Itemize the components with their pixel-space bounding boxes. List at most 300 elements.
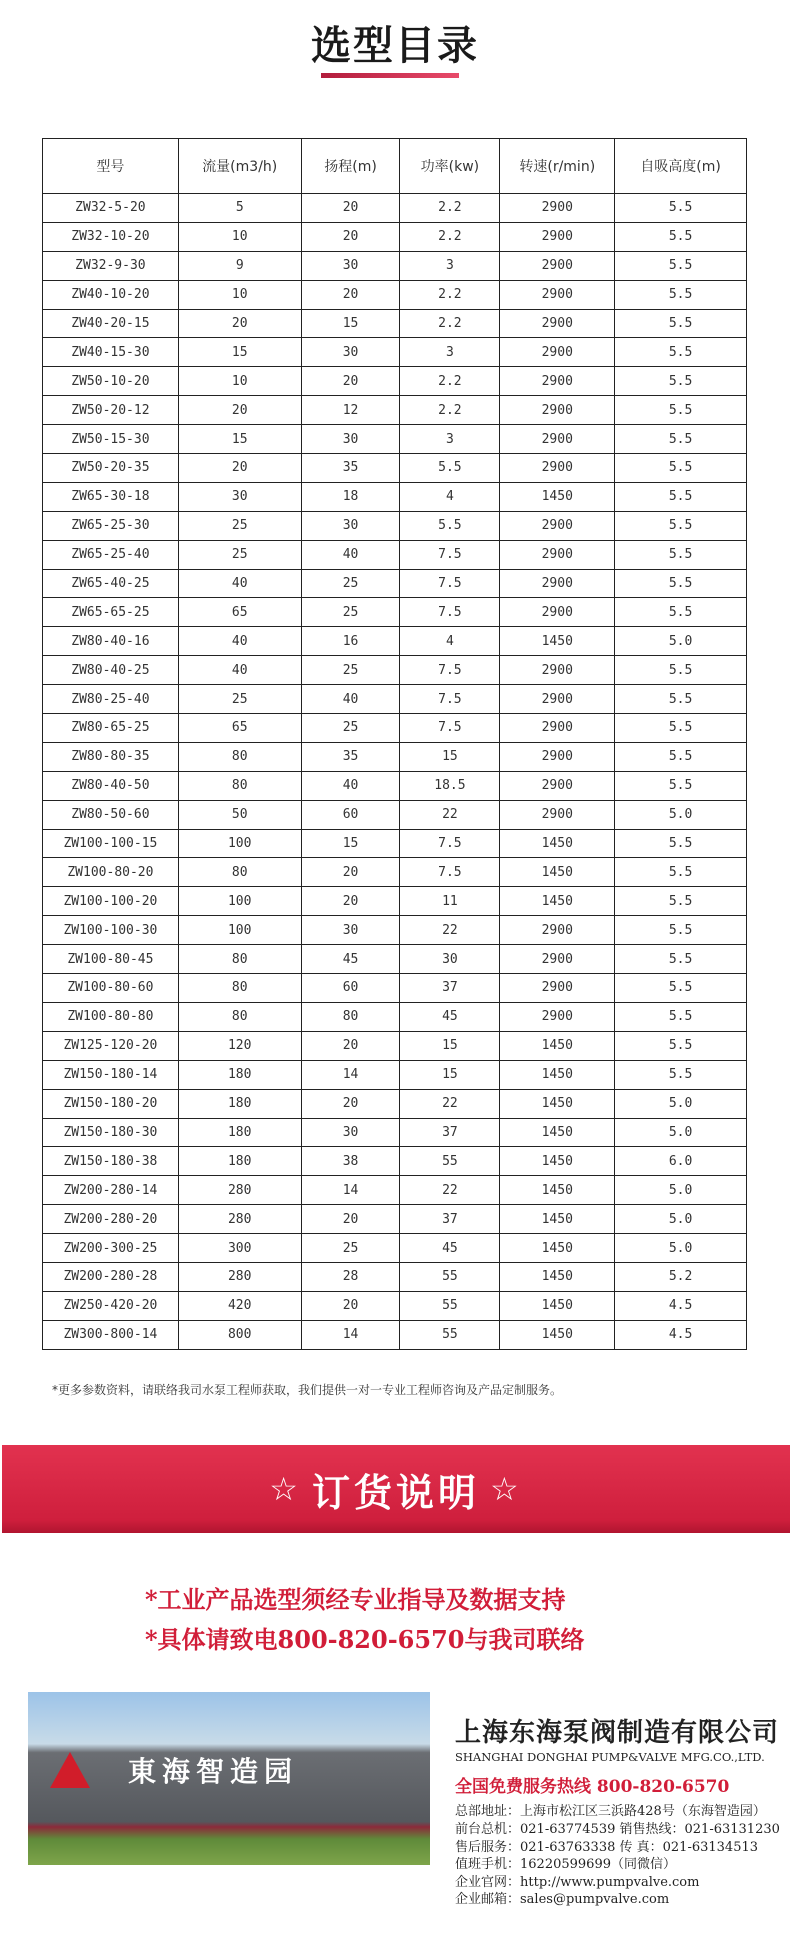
table-cell: 2900 xyxy=(500,1002,615,1031)
table-cell: ZW250-420-20 xyxy=(43,1291,179,1320)
table-cell: ZW40-20-15 xyxy=(43,309,179,338)
table-cell: ZW65-25-30 xyxy=(43,511,179,540)
table-cell: 35 xyxy=(301,742,400,771)
table-cell: 280 xyxy=(178,1205,301,1234)
table-cell: 40 xyxy=(178,569,301,598)
table-cell: 5.5 xyxy=(615,309,747,338)
table-cell: 280 xyxy=(178,1262,301,1291)
table-row xyxy=(43,251,747,280)
table-cell: 37 xyxy=(400,1205,500,1234)
table-cell: 30 xyxy=(301,916,400,945)
column-header: 转速(r/min) xyxy=(500,139,615,194)
table-row xyxy=(43,916,747,945)
table-cell: 4.5 xyxy=(615,1291,747,1320)
table-cell: 5.5 xyxy=(615,338,747,367)
table-cell: 11 xyxy=(400,887,500,916)
table-cell: 80 xyxy=(178,945,301,974)
table-cell: 5.5 xyxy=(400,511,500,540)
table-cell: ZW32-9-30 xyxy=(43,251,179,280)
table-cell: 3 xyxy=(400,251,500,280)
table-cell: 80 xyxy=(178,742,301,771)
table-cell: 800 xyxy=(178,1320,301,1349)
table-cell: 16 xyxy=(301,627,400,656)
factory-photo xyxy=(28,1692,430,1865)
table-row xyxy=(43,222,747,251)
table-cell: 45 xyxy=(301,945,400,974)
table-cell: 180 xyxy=(178,1089,301,1118)
table-cell: 50 xyxy=(178,800,301,829)
table-cell: 20 xyxy=(301,1031,400,1060)
table-cell: 22 xyxy=(400,1089,500,1118)
table-cell: 7.5 xyxy=(400,858,500,887)
table-cell: 1450 xyxy=(500,858,615,887)
table-cell: 25 xyxy=(301,656,400,685)
company-name-en: SHANGHAI DONGHAI PUMP&VALVE MFG.CO.,LTD. xyxy=(455,1750,765,1764)
table-row xyxy=(43,887,747,916)
table-cell: 40 xyxy=(301,685,400,714)
table-cell: 5.5 xyxy=(615,482,747,511)
table-cell: 2900 xyxy=(500,714,615,743)
table-row xyxy=(43,974,747,1003)
contact-phone: 前台总机：021-63774539 销售热线：021-63131230 xyxy=(455,1822,780,1837)
table-cell: 40 xyxy=(301,540,400,569)
table-cell: 20 xyxy=(178,309,301,338)
table-cell: 2900 xyxy=(500,656,615,685)
table-cell: 300 xyxy=(178,1234,301,1263)
table-cell: 2900 xyxy=(500,511,615,540)
column-header: 功率(kw) xyxy=(400,139,500,194)
table-cell: 5.5 xyxy=(615,367,747,396)
contact-service: 售后服务：021-63763338 传 真：021-63134513 xyxy=(455,1840,759,1855)
table-cell: 65 xyxy=(178,714,301,743)
table-cell: 10 xyxy=(178,280,301,309)
contact-email[interactable]: 企业邮箱：sales@pumpvalve.com xyxy=(455,1892,670,1907)
table-cell: 30 xyxy=(178,482,301,511)
table-cell: 1450 xyxy=(500,482,615,511)
table-cell: 14 xyxy=(301,1320,400,1349)
table-cell: 2.2 xyxy=(400,222,500,251)
table-cell: 5.5 xyxy=(615,540,747,569)
table-cell: 1450 xyxy=(500,1060,615,1089)
table-row xyxy=(43,1060,747,1089)
table-cell: 5.0 xyxy=(615,800,747,829)
table-cell: 5.0 xyxy=(615,1205,747,1234)
table-cell: 2900 xyxy=(500,396,615,425)
table-cell: ZW100-80-45 xyxy=(43,945,179,974)
table-cell: 100 xyxy=(178,916,301,945)
table-cell: 20 xyxy=(178,454,301,483)
table-cell: 25 xyxy=(301,598,400,627)
order-banner xyxy=(2,1445,790,1533)
table-cell: 1450 xyxy=(500,1089,615,1118)
column-header: 型号 xyxy=(43,139,179,194)
table-cell: 7.5 xyxy=(400,829,500,858)
table-cell: ZW65-40-25 xyxy=(43,569,179,598)
table-cell: ZW32-10-20 xyxy=(43,222,179,251)
table-cell: 1450 xyxy=(500,1118,615,1147)
title-underline xyxy=(321,73,459,78)
table-cell: ZW80-40-25 xyxy=(43,656,179,685)
table-cell: 5.5 xyxy=(615,511,747,540)
table-cell: ZW65-30-18 xyxy=(43,482,179,511)
table-cell: 55 xyxy=(400,1262,500,1291)
table-row xyxy=(43,1031,747,1060)
table-row xyxy=(43,482,747,511)
table-cell: ZW50-20-12 xyxy=(43,396,179,425)
table-cell: 5.5 xyxy=(615,887,747,916)
table-cell: 2900 xyxy=(500,540,615,569)
order-title: 订货说明 xyxy=(311,1470,480,1515)
table-cell: 80 xyxy=(178,1002,301,1031)
table-cell: 6.0 xyxy=(615,1147,747,1176)
table-cell: 5.5 xyxy=(615,1002,747,1031)
table-cell: 20 xyxy=(301,222,400,251)
table-cell: 18.5 xyxy=(400,771,500,800)
table-cell: 2900 xyxy=(500,569,615,598)
table-cell: 20 xyxy=(301,1089,400,1118)
table-row xyxy=(43,627,747,656)
table-row xyxy=(43,1147,747,1176)
selection-table xyxy=(42,138,747,1350)
table-cell: 40 xyxy=(301,771,400,800)
table-cell: 1450 xyxy=(500,1262,615,1291)
table-cell: 15 xyxy=(400,1060,500,1089)
table-row xyxy=(43,1118,747,1147)
table-row xyxy=(43,338,747,367)
table-cell: ZW100-80-80 xyxy=(43,1002,179,1031)
table-cell: 55 xyxy=(400,1291,500,1320)
table-cell: 180 xyxy=(178,1118,301,1147)
table-cell: 20 xyxy=(301,280,400,309)
table-cell: ZW80-80-35 xyxy=(43,742,179,771)
table-row xyxy=(43,685,747,714)
table-cell: 5 xyxy=(178,194,301,223)
table-cell: 4.5 xyxy=(615,1320,747,1349)
table-row xyxy=(43,569,747,598)
table-cell: 22 xyxy=(400,800,500,829)
table-cell: 20 xyxy=(301,194,400,223)
contact-website[interactable]: 企业官网：http://www.pumpvalve.com xyxy=(455,1875,700,1890)
table-cell: ZW100-100-30 xyxy=(43,916,179,945)
table-cell: 1450 xyxy=(500,627,615,656)
table-cell: 5.5 xyxy=(615,280,747,309)
table-cell: 10 xyxy=(178,222,301,251)
table-cell: 38 xyxy=(301,1147,400,1176)
table-cell: 180 xyxy=(178,1147,301,1176)
table-cell: 2900 xyxy=(500,280,615,309)
table-cell: 4 xyxy=(400,482,500,511)
table-row xyxy=(43,396,747,425)
table-cell: 5.0 xyxy=(615,1089,747,1118)
table-cell: 1450 xyxy=(500,1234,615,1263)
table-cell: ZW200-280-28 xyxy=(43,1262,179,1291)
table-cell: ZW100-80-60 xyxy=(43,974,179,1003)
table-cell: 30 xyxy=(301,1118,400,1147)
table-cell: 30 xyxy=(400,945,500,974)
table-cell: 7.5 xyxy=(400,569,500,598)
table-cell: 5.5 xyxy=(615,945,747,974)
table-row xyxy=(43,1320,747,1349)
table-cell: 2900 xyxy=(500,771,615,800)
table-cell: 100 xyxy=(178,887,301,916)
page-title: 选型目录 xyxy=(311,23,479,69)
table-cell: 25 xyxy=(301,714,400,743)
table-cell: 35 xyxy=(301,454,400,483)
table-cell: 2900 xyxy=(500,742,615,771)
table-cell: 1450 xyxy=(500,887,615,916)
table-cell: 37 xyxy=(400,974,500,1003)
table-cell: 5.0 xyxy=(615,1176,747,1205)
table-cell: 7.5 xyxy=(400,656,500,685)
table-cell: ZW40-15-30 xyxy=(43,338,179,367)
table-cell: 5.0 xyxy=(615,1118,747,1147)
table-cell: 2900 xyxy=(500,367,615,396)
table-cell: 22 xyxy=(400,916,500,945)
table-row xyxy=(43,598,747,627)
table-cell: 15 xyxy=(178,338,301,367)
table-cell: 15 xyxy=(178,425,301,454)
table-cell: 5.5 xyxy=(615,656,747,685)
table-cell: 5.5 xyxy=(615,425,747,454)
table-row xyxy=(43,454,747,483)
table-cell: 5.5 xyxy=(615,251,747,280)
table-cell: 5.5 xyxy=(615,569,747,598)
company-logo-icon xyxy=(50,1752,90,1788)
table-cell: 80 xyxy=(178,858,301,887)
table-cell: 1450 xyxy=(500,1147,615,1176)
hotline: 全国免费服务热线 800-820-6570 xyxy=(455,1777,730,1797)
table-cell: 5.5 xyxy=(615,1060,747,1089)
table-cell: 7.5 xyxy=(400,540,500,569)
table-cell: 18 xyxy=(301,482,400,511)
table-cell: 25 xyxy=(178,685,301,714)
table-cell: 45 xyxy=(400,1002,500,1031)
table-cell: ZW150-180-30 xyxy=(43,1118,179,1147)
table-cell: ZW150-180-14 xyxy=(43,1060,179,1089)
table-cell: 60 xyxy=(301,974,400,1003)
table-cell: ZW200-280-14 xyxy=(43,1176,179,1205)
table-cell: 25 xyxy=(178,511,301,540)
table-cell: 5.0 xyxy=(615,1234,747,1263)
table-cell: 5.5 xyxy=(615,974,747,1003)
table-cell: ZW125-120-20 xyxy=(43,1031,179,1060)
table-cell: 2900 xyxy=(500,194,615,223)
table-row xyxy=(43,829,747,858)
table-cell: ZW100-100-20 xyxy=(43,887,179,916)
table-cell: 100 xyxy=(178,829,301,858)
table-cell: 4 xyxy=(400,627,500,656)
table-cell: 5.5 xyxy=(615,916,747,945)
table-cell: 7.5 xyxy=(400,685,500,714)
table-cell: 5.0 xyxy=(615,627,747,656)
table-row xyxy=(43,1262,747,1291)
table-row xyxy=(43,1002,747,1031)
table-cell: ZW50-15-30 xyxy=(43,425,179,454)
contact-mobile: 值班手机：16220599699（同微信） xyxy=(455,1857,676,1872)
table-row xyxy=(43,280,747,309)
table-cell: ZW80-25-40 xyxy=(43,685,179,714)
table-cell: 15 xyxy=(400,1031,500,1060)
table-cell: 55 xyxy=(400,1147,500,1176)
table-cell: 120 xyxy=(178,1031,301,1060)
table-cell: ZW200-280-20 xyxy=(43,1205,179,1234)
table-row xyxy=(43,800,747,829)
table-cell: 2.2 xyxy=(400,309,500,338)
star-icon: ☆ xyxy=(490,1470,523,1508)
table-cell: 20 xyxy=(301,1291,400,1320)
table-cell: 2900 xyxy=(500,338,615,367)
table-row xyxy=(43,1205,747,1234)
table-cell: ZW150-180-20 xyxy=(43,1089,179,1118)
table-cell: 5.5 xyxy=(400,454,500,483)
table-cell: 5.5 xyxy=(615,222,747,251)
table-cell: 5.5 xyxy=(615,685,747,714)
column-header: 扬程(m) xyxy=(301,139,400,194)
table-cell: 2900 xyxy=(500,916,615,945)
table-cell: 3 xyxy=(400,338,500,367)
table-row xyxy=(43,367,747,396)
table-cell: 1450 xyxy=(500,1291,615,1320)
order-line-1: *工业产品选型须经专业指导及数据支持 xyxy=(145,1585,566,1614)
factory-sign: 東海智造园 xyxy=(128,1755,299,1788)
table-cell: 12 xyxy=(301,396,400,425)
table-cell: 5.5 xyxy=(615,1031,747,1060)
footnote: *更多参数资料，请联络我司水泵工程师获取，我们提供一对一专业工程师咨询及产品定制服务。 xyxy=(52,1383,563,1397)
table-cell: 15 xyxy=(400,742,500,771)
table-cell: 40 xyxy=(178,627,301,656)
table-row xyxy=(43,1291,747,1320)
table-cell: 5.5 xyxy=(615,194,747,223)
table-cell: 2900 xyxy=(500,222,615,251)
table-cell: 25 xyxy=(178,540,301,569)
table-cell: 14 xyxy=(301,1060,400,1089)
table-cell: 10 xyxy=(178,367,301,396)
table-cell: 5.5 xyxy=(615,829,747,858)
table-cell: 1450 xyxy=(500,829,615,858)
table-cell: 5.5 xyxy=(615,454,747,483)
table-row xyxy=(43,945,747,974)
table-cell: 1450 xyxy=(500,1176,615,1205)
table-cell: 80 xyxy=(301,1002,400,1031)
table-cell: 14 xyxy=(301,1176,400,1205)
table-row xyxy=(43,858,747,887)
table-cell: 1450 xyxy=(500,1205,615,1234)
table-cell: 20 xyxy=(301,367,400,396)
table-cell: ZW150-180-38 xyxy=(43,1147,179,1176)
table-cell: 65 xyxy=(178,598,301,627)
table-cell: 30 xyxy=(301,338,400,367)
table-row xyxy=(43,714,747,743)
table-cell: ZW80-65-25 xyxy=(43,714,179,743)
table-cell: 60 xyxy=(301,800,400,829)
table-row xyxy=(43,540,747,569)
table-cell: 2900 xyxy=(500,685,615,714)
table-row xyxy=(43,194,747,223)
table-cell: 2.2 xyxy=(400,367,500,396)
table-cell: 9 xyxy=(178,251,301,280)
table-row xyxy=(43,425,747,454)
table-cell: 5.5 xyxy=(615,396,747,425)
table-cell: 2900 xyxy=(500,800,615,829)
table-cell: 5.5 xyxy=(615,598,747,627)
table-row xyxy=(43,1234,747,1263)
table-cell: 28 xyxy=(301,1262,400,1291)
table-cell: 15 xyxy=(301,829,400,858)
table-cell: 30 xyxy=(301,251,400,280)
company-name: 上海东海泵阀制造有限公司 xyxy=(455,1718,780,1748)
star-icon: ☆ xyxy=(269,1470,302,1508)
contact-address: 总部地址：上海市松江区三浜路428号（东海智造园） xyxy=(455,1804,766,1819)
table-cell: ZW80-50-60 xyxy=(43,800,179,829)
table-cell: 2900 xyxy=(500,309,615,338)
table-cell: 3 xyxy=(400,425,500,454)
table-cell: 20 xyxy=(178,396,301,425)
table-cell: 5.2 xyxy=(615,1262,747,1291)
table-cell: 45 xyxy=(400,1234,500,1263)
order-line-2: *具体请致电800-820-6570与我司联络 xyxy=(145,1625,585,1654)
table-cell: 2900 xyxy=(500,598,615,627)
table-cell: 7.5 xyxy=(400,598,500,627)
table-cell: 25 xyxy=(301,569,400,598)
table-cell: 180 xyxy=(178,1060,301,1089)
table-cell: 2900 xyxy=(500,454,615,483)
table-cell: 2.2 xyxy=(400,280,500,309)
table-cell: ZW100-100-15 xyxy=(43,829,179,858)
table-cell: ZW300-800-14 xyxy=(43,1320,179,1349)
table-cell: 22 xyxy=(400,1176,500,1205)
column-header: 流量(m3/h) xyxy=(178,139,301,194)
column-header: 自吸高度(m) xyxy=(615,139,747,194)
table-row xyxy=(43,309,747,338)
table-cell: ZW80-40-16 xyxy=(43,627,179,656)
table-header-row xyxy=(43,139,747,194)
table-row xyxy=(43,1089,747,1118)
table-row xyxy=(43,511,747,540)
table-cell: 30 xyxy=(301,425,400,454)
table-cell: ZW80-40-50 xyxy=(43,771,179,800)
table-cell: 5.5 xyxy=(615,858,747,887)
table-cell: ZW50-20-35 xyxy=(43,454,179,483)
table-cell: 5.5 xyxy=(615,771,747,800)
table-cell: 2900 xyxy=(500,425,615,454)
table-cell: 7.5 xyxy=(400,714,500,743)
table-cell: 2900 xyxy=(500,945,615,974)
table-cell: 40 xyxy=(178,656,301,685)
table-cell: ZW200-300-25 xyxy=(43,1234,179,1263)
table-cell: 20 xyxy=(301,887,400,916)
table-cell: 15 xyxy=(301,309,400,338)
table-cell: ZW40-10-20 xyxy=(43,280,179,309)
table-cell: 280 xyxy=(178,1176,301,1205)
table-cell: 25 xyxy=(301,1234,400,1263)
table-cell: ZW50-10-20 xyxy=(43,367,179,396)
table-cell: 1450 xyxy=(500,1320,615,1349)
table-row xyxy=(43,656,747,685)
table-cell: 55 xyxy=(400,1320,500,1349)
table-cell: 420 xyxy=(178,1291,301,1320)
table-cell: 37 xyxy=(400,1118,500,1147)
table-cell: 2.2 xyxy=(400,396,500,425)
table-cell: ZW65-25-40 xyxy=(43,540,179,569)
table-cell: 20 xyxy=(301,858,400,887)
table-cell: ZW100-80-20 xyxy=(43,858,179,887)
table-cell: ZW32-5-20 xyxy=(43,194,179,223)
table-cell: ZW65-65-25 xyxy=(43,598,179,627)
table-cell: 2.2 xyxy=(400,194,500,223)
table-cell: 20 xyxy=(301,1205,400,1234)
table-cell: 5.5 xyxy=(615,714,747,743)
table-cell: 2900 xyxy=(500,251,615,280)
